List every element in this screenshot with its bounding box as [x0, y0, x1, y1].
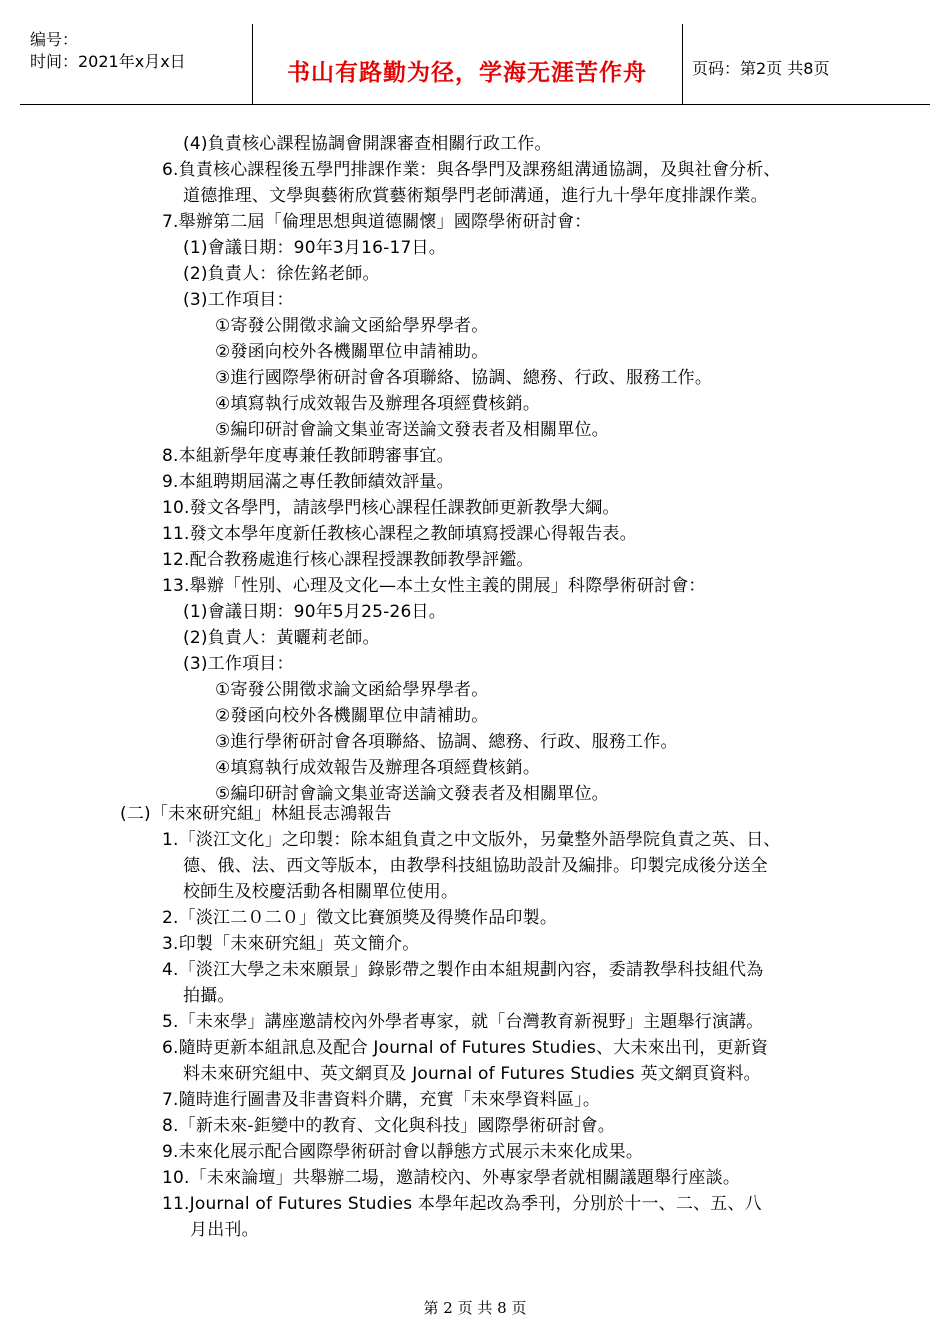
- text-line: 拍攝。: [183, 986, 235, 1006]
- text-line: ③進行學術研討會各項聯絡、協調、總務、行政、服務工作。: [215, 732, 678, 752]
- text-line: 德、俄、法、西文等版本，由教學科技組協助設計及編排。印製完成後分送全: [183, 856, 768, 876]
- text-line: 4.「淡江大學之未來願景」錄影帶之製作由本組規劃內容，委請教學科技組代為: [162, 960, 764, 980]
- page-number: 页码：第2页 共8页: [692, 59, 830, 78]
- text-line: ①寄發公開徵求論文函給學界學者。: [215, 316, 489, 336]
- text-line: ④填寫執行成效報告及辦理各項經費核銷。: [215, 758, 541, 778]
- text-line: 校師生及校慶活動各相關單位使用。: [183, 882, 459, 902]
- text-line: 2.「淡江二０二０」徵文比賽頒獎及得獎作品印製。: [162, 908, 558, 928]
- text-line: (3)工作項目：: [183, 654, 294, 674]
- text-line: 11.Journal of Futures Studies 本學年起改為季刊，分別於十一、二、五、八: [162, 1194, 762, 1214]
- text-line: 5.「未來學」講座邀請校內外學者專家，就「台灣教育新視野」主題舉行演講。: [162, 1012, 764, 1032]
- text-line: 6.隨時更新本組訊息及配合 Journal of Futures Studies、大未來出刊，更新資: [162, 1038, 769, 1058]
- text-line: 7.舉辦第二屆「倫理思想與道德關懷」國際學術研討會：: [162, 212, 592, 232]
- doc-date: 时间：2021年x月x日: [30, 52, 186, 71]
- text-line: ②發函向校外各機關單位申請補助。: [215, 342, 489, 362]
- text-line: 12.配合教務處進行核心課程授課教師教學評鑑。: [162, 550, 534, 570]
- text-line: (1)會議日期：90年3月16-17日。: [183, 238, 446, 258]
- text-line: ⑤編印研討會論文集並寄送論文發表者及相關單位。: [215, 784, 609, 804]
- header-motto-cell: [252, 24, 683, 104]
- header-page-cell: [682, 24, 930, 104]
- text-line: 9.本組聘期屆滿之專任教師績效評量。: [162, 472, 454, 492]
- section-heading: (二)「未來研究組」林組長志鴻報告: [120, 804, 392, 824]
- text-line: 3.印製「未來研究組」英文簡介。: [162, 934, 420, 954]
- text-line: 9.未來化展示配合國際學術研討會以靜態方式展示未來化成果。: [162, 1142, 644, 1162]
- text-line: ②發函向校外各機關單位申請補助。: [215, 706, 489, 726]
- text-line: 1.「淡江文化」之印製：除本組負責之中文版外，另彙整外語學院負責之英、日、: [162, 830, 781, 850]
- text-line: 6.負責核心課程後五學門排課作業：與各學門及課務組溝通協調，及與社會分析、: [162, 160, 781, 180]
- text-line: 料未來研究組中、英文網頁及 Journal of Futures Studies 英文網頁資料。: [183, 1064, 761, 1084]
- text-line: (2)負責人：徐佐銘老師。: [183, 264, 380, 284]
- text-line: ④填寫執行成效報告及辦理各項經費核銷。: [215, 394, 541, 414]
- motto: 书山有路勤为径，学海无涯苦作舟: [287, 59, 647, 86]
- text-line: ①寄發公開徵求論文函給學界學者。: [215, 680, 489, 700]
- text-line: 8.「新未來-鉅變中的教育、文化與科技」國際學術研討會。: [162, 1116, 615, 1136]
- header-info-cell: [20, 24, 253, 104]
- text-line: (4)負責核心課程協調會開課審查相關行政工作。: [183, 134, 552, 154]
- text-line: 7.隨時進行圖書及非書資料介購，充實「未來學資料區」。: [162, 1090, 601, 1110]
- text-line: 13.舉辦「性別、心理及文化—本土女性主義的開展」科際學術研討會：: [162, 576, 706, 596]
- text-line: 8.本組新學年度專兼任教師聘審事宜。: [162, 446, 454, 466]
- text-line: (1)會議日期：90年5月25-26日。: [183, 602, 446, 622]
- text-line: (2)負責人：黃曬莉老師。: [183, 628, 380, 648]
- text-line: 月出刊。: [190, 1220, 259, 1240]
- page-header: [20, 24, 930, 105]
- text-line: (3)工作項目：: [183, 290, 294, 310]
- text-line: 11.發文本學年度新任教核心課程之教師填寫授課心得報告表。: [162, 524, 637, 544]
- text-line: ③進行國際學術研討會各項聯絡、協調、總務、行政、服務工作。: [215, 368, 713, 388]
- doc-number: 编号：: [30, 30, 79, 49]
- page-footer: 第 2 页 共 8 页: [423, 1299, 527, 1317]
- text-line: 10.「未來論壇」共舉辦二場，邀請校內、外專家學者就相關議題舉行座談。: [162, 1168, 741, 1188]
- text-line: 10.發文各學門，請該學門核心課程任課教師更新教學大綱。: [162, 498, 620, 518]
- text-line: 道德推理、文學與藝術欣賞藝術類學門老師溝通，進行九十學年度排課作業。: [183, 186, 768, 206]
- text-line: ⑤編印研討會論文集並寄送論文發表者及相關單位。: [215, 420, 609, 440]
